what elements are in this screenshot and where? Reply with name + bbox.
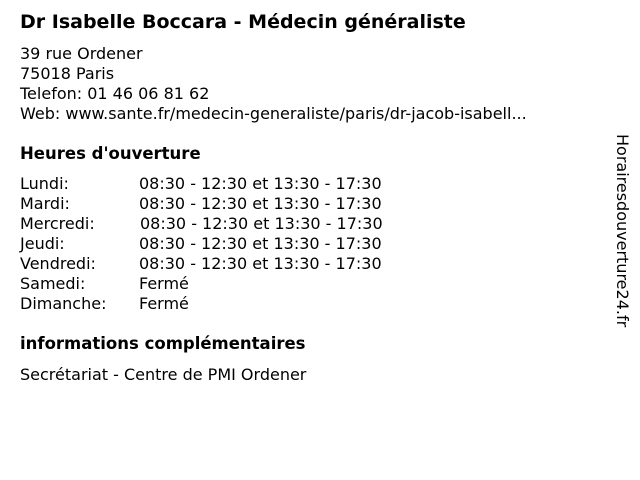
opening-hours-heading: Heures d'ouverture	[20, 144, 201, 163]
phone-number: Telefon: 01 46 06 81 62	[20, 84, 210, 103]
hours-value: 08:30 - 12:30 et 13:30 - 17:30	[140, 214, 383, 233]
hours-value: 08:30 - 12:30 et 13:30 - 17:30	[139, 254, 382, 273]
day-label: Vendredi:	[20, 254, 96, 273]
day-label: Dimanche:	[20, 294, 107, 313]
hours-value: 08:30 - 12:30 et 13:30 - 17:30	[139, 174, 382, 193]
page-title: Dr Isabelle Boccara - Médecin généraliste	[20, 11, 466, 33]
additional-info-heading: informations complémentaires	[20, 334, 306, 353]
hours-value: Fermé	[139, 294, 189, 313]
site-watermark: Horairesdouverture24.fr	[613, 134, 632, 328]
day-label: Jeudi:	[20, 234, 65, 253]
day-label: Samedi:	[20, 274, 86, 293]
hours-value: Fermé	[139, 274, 189, 293]
website-link[interactable]: Web: www.sante.fr/medecin-generaliste/paris/dr-jacob-isabell...	[20, 104, 527, 123]
hours-value: 08:30 - 12:30 et 13:30 - 17:30	[139, 234, 382, 253]
day-label: Mercredi:	[20, 214, 95, 233]
address-street: 39 rue Ordener	[20, 44, 143, 63]
address-city: 75018 Paris	[20, 64, 115, 83]
day-label: Lundi:	[20, 174, 69, 193]
hours-value: 08:30 - 12:30 et 13:30 - 17:30	[139, 194, 382, 213]
additional-info-text: Secrétariat - Centre de PMI Ordener	[20, 365, 307, 384]
day-label: Mardi:	[20, 194, 70, 213]
